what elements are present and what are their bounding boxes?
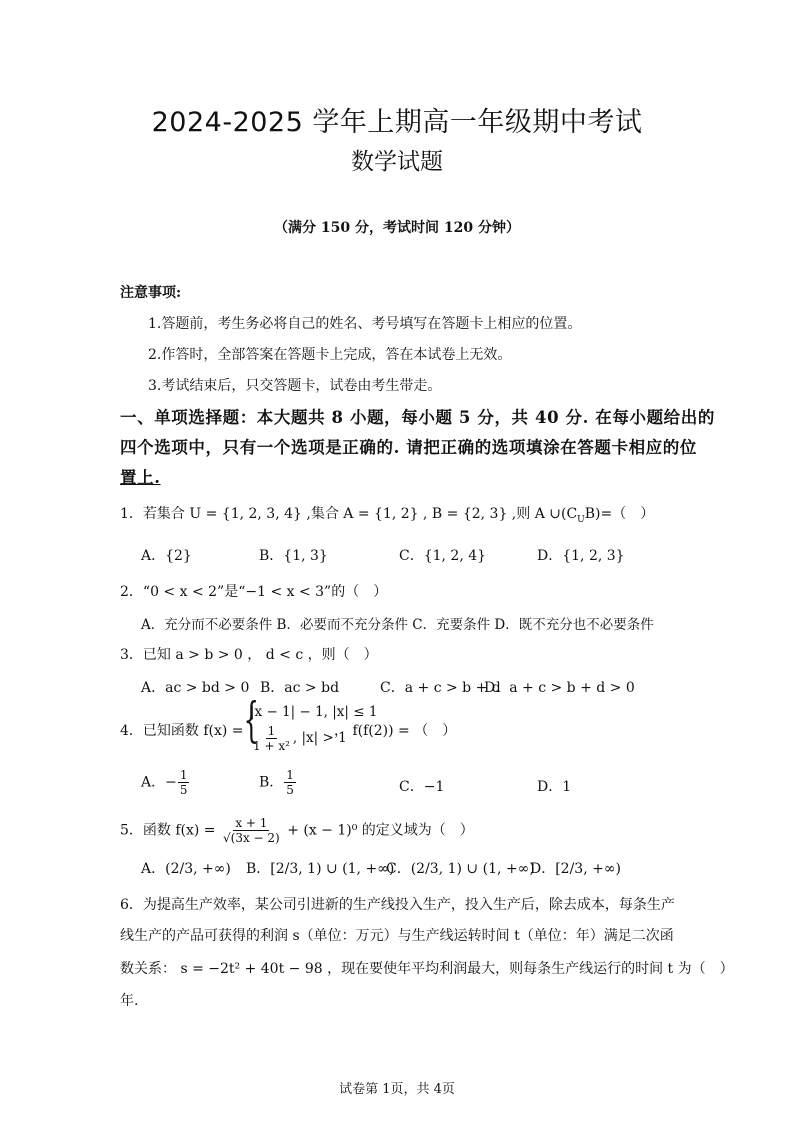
question-1-option-c: C．{1, 2, 4} bbox=[399, 548, 487, 564]
question-6-line: 线生产的产品可获得的利润 s（单位：万元）与生产线运转时间 t（单位：年）满足二次函 bbox=[120, 928, 674, 944]
question-4-prefix: 4．已知函数 f(x) = bbox=[120, 723, 244, 739]
question-5-option-a: A．(2/3, +∞) bbox=[141, 861, 231, 877]
question-4-option-d: D．1 bbox=[537, 779, 572, 795]
question-4-option-b: B． $\frac{1}{5}$ bbox=[259, 768, 294, 797]
question-4-option-c: C．−1 bbox=[399, 779, 445, 795]
question-1-option-d: D．{1, 2, 3} bbox=[537, 548, 625, 564]
question-5-option-c: C．(2/3, 1) ∪ (1, +∞) bbox=[386, 861, 535, 877]
notice-item: 3.考试结束后，只交答题卡，试卷由考生带走。 bbox=[148, 378, 442, 394]
question-1-stem: 1．若集合 U = {1, 2, 3, 4} ,集合 A = {1, 2} , B = {2, 3} ,则 A $\cup(C_UB)=$（ ） bbox=[120, 506, 655, 525]
question-6-line: 年. bbox=[120, 993, 139, 1009]
notice-heading: 注意事项: bbox=[120, 285, 182, 301]
notice-item: 1.答题前，考生务必将自己的姓名、考号填写在答题卡上相应的位置。 bbox=[148, 316, 582, 332]
question-5-stem: 5．函数 f(x) = $\frac{x + 1}{√(3x - 2)}$ + (x − 1)⁰ 的定义域为（ ） bbox=[120, 816, 474, 845]
question-5-option-b: B．[2/3, 1) ∪ (1, +∞) bbox=[246, 861, 395, 877]
page-footer: 试卷第 1页，共 4页 bbox=[339, 1082, 455, 1097]
question-4-suffix: ， f(f(2)) = （ ） bbox=[334, 723, 457, 739]
section-heading-line: 一、单项选择题：本大题共 8 小题，每小题 5 分，共 40 分. 在每小题给出的 bbox=[120, 408, 715, 427]
question-4-case-1: |x − 1| − 1, |x| ≤ 1 bbox=[250, 704, 378, 720]
piecewise-brace-icon: { bbox=[243, 692, 259, 748]
question-6-line: 6．为提高生产效率，某公司引进新的生产线投入生产，投入生产后，除去成本，每条生产 bbox=[120, 897, 675, 913]
question-3-option-c: C．a + c > b + d bbox=[380, 680, 501, 696]
question-1-option-b: B．{1, 3} bbox=[259, 548, 328, 564]
score-info: （满分 150 分，考试时间 120 分钟） bbox=[274, 220, 520, 236]
question-4-case-2: $\frac{1}{\text{1 + x²}}$ , |x| > 1 bbox=[253, 724, 347, 753]
exam-title: 2024-2025 学年上期高一年级期中考试 bbox=[151, 107, 643, 138]
question-2-options: A．充分而不必要条件 B．必要而不充分条件 C．充要条件 D．既不充分也不必要条件 bbox=[141, 617, 654, 633]
question-1-option-a: A．{2} bbox=[141, 548, 192, 564]
exam-subtitle: 数学试题 bbox=[351, 149, 443, 175]
question-6-line: 数关系： s = −2t² + 40t − 98 ，现在要使年平均利润最大，则每条生产线运行的时间 t 为（ ） bbox=[120, 961, 734, 977]
question-3-option-d: D．a + c > b + d > 0 bbox=[484, 680, 635, 696]
question-3-option-b: B．ac > bd bbox=[260, 680, 340, 696]
section-heading-line: 置上. bbox=[120, 468, 161, 487]
notice-item: 2.作答时，全部答案在答题卡上完成，答在本试卷上无效。 bbox=[148, 347, 512, 363]
question-4-option-a: A．− $\frac{1}{5}$ bbox=[141, 768, 188, 797]
question-5-option-d: D．[2/3, +∞) bbox=[530, 861, 621, 877]
question-3-option-a: A．ac > bd > 0 bbox=[141, 680, 250, 696]
question-2-stem: 2．“0 < x < 2”是“−1 < x < 3”的（ ） bbox=[120, 584, 388, 600]
question-3-stem: 3．已知 a > b > 0 ， d < c ，则（ ） bbox=[120, 647, 378, 663]
section-heading-line: 四个选项中，只有一个选项是正确的. 请把正确的选项填涂在答题卡相应的位 bbox=[120, 438, 697, 457]
